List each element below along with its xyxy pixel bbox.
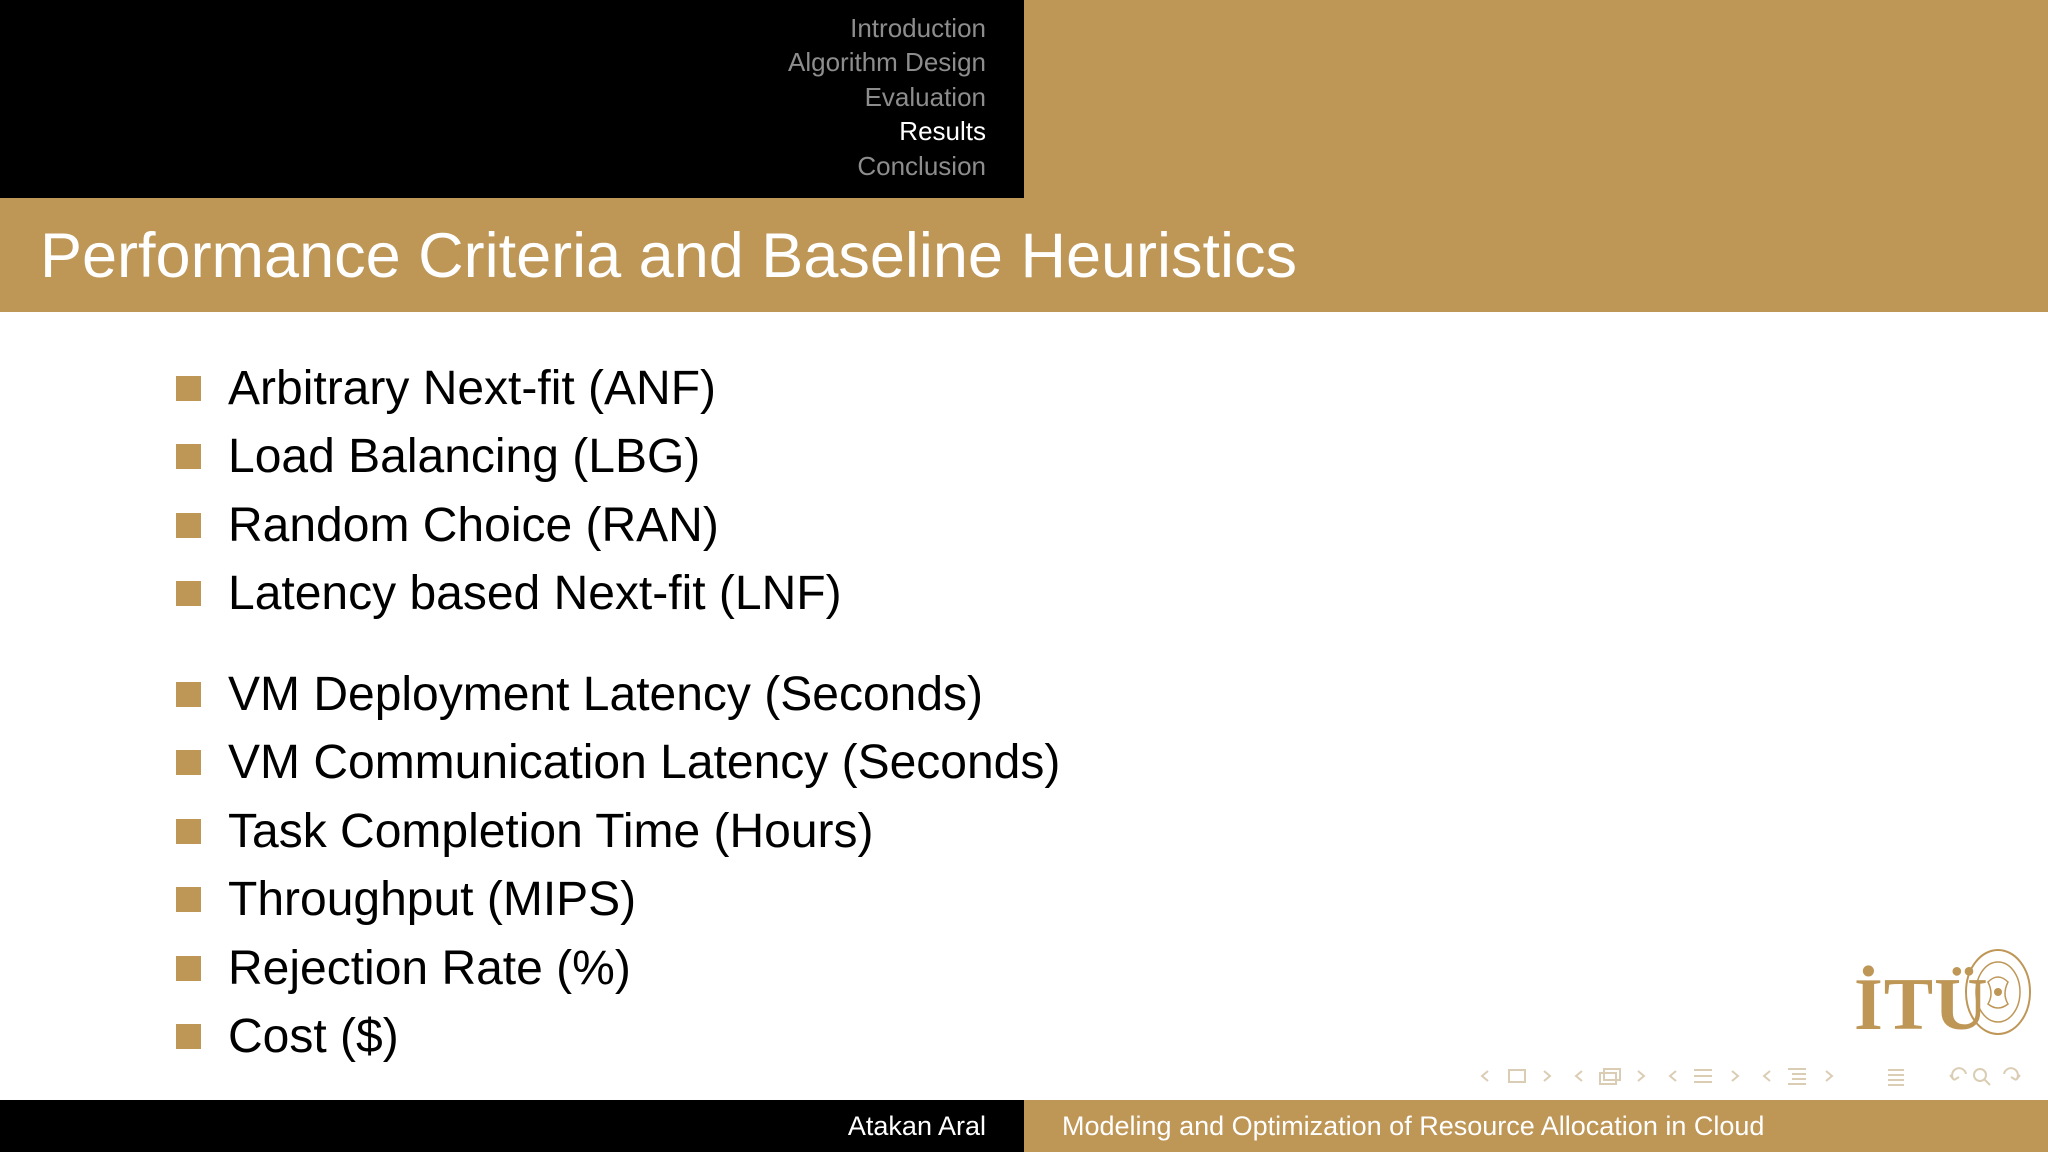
list-item xyxy=(176,354,1060,423)
list-item xyxy=(176,491,1060,560)
section-link-introduction[interactable]: Introduction xyxy=(850,13,986,43)
list-item xyxy=(176,729,1060,798)
footer-title: Modeling and Optimization of Resource Allocation in Cloud xyxy=(1062,1111,1765,1141)
list-item xyxy=(176,797,1060,866)
bullet-list xyxy=(176,354,1060,1071)
navigation-controls xyxy=(1476,1064,2036,1088)
header-right-panel xyxy=(1024,0,2048,198)
square-bullet-icon xyxy=(176,819,201,844)
toc-icon[interactable] xyxy=(1788,1069,1806,1084)
university-seal-icon xyxy=(1962,946,2034,1038)
list-item-text: Latency based Next-fit (LNF) xyxy=(228,567,842,621)
list-item-text: VM Communication Latency (Seconds) xyxy=(228,736,1061,790)
list-item xyxy=(176,560,1060,629)
arrow-right-icon[interactable] xyxy=(1826,1071,1832,1081)
itu-logo: İTÜ xyxy=(1854,964,1989,1046)
square-bullet-icon xyxy=(176,1024,201,1049)
square-bullet-icon xyxy=(176,513,201,538)
subsection-icon[interactable] xyxy=(1600,1069,1620,1084)
footer-left-panel xyxy=(0,1100,1024,1152)
list-item-text: Random Choice (RAN) xyxy=(228,498,719,552)
list-item xyxy=(176,866,1060,935)
list-item-text: Load Balancing (LBG) xyxy=(228,430,701,484)
square-bullet-icon xyxy=(176,444,201,469)
section-link-algorithm-design[interactable]: Algorithm Design xyxy=(788,47,986,78)
list-item-text: VM Deployment Latency (Seconds) xyxy=(228,667,984,721)
square-bullet-icon xyxy=(176,887,201,912)
square-bullet-icon xyxy=(176,581,201,606)
arrow-right-icon[interactable] xyxy=(1732,1071,1738,1081)
title-bar xyxy=(0,198,2048,312)
section-link-conclusion[interactable]: Conclusion xyxy=(857,150,986,181)
section-navigation xyxy=(788,11,986,183)
arrow-right-icon[interactable] xyxy=(1638,1071,1644,1081)
list-item xyxy=(176,1003,1060,1072)
square-bullet-icon xyxy=(176,750,201,775)
list-item-text: Rejection Rate (%) xyxy=(228,941,631,995)
search-icon[interactable] xyxy=(1974,1069,1990,1085)
footer-right-panel xyxy=(1024,1100,2048,1152)
square-bullet-icon xyxy=(176,682,201,707)
undo-icon[interactable] xyxy=(1950,1068,1966,1080)
arrow-left-icon[interactable] xyxy=(1576,1071,1582,1081)
footer-author: Atakan Aral xyxy=(847,1111,986,1141)
list-item xyxy=(176,423,1060,492)
square-bullet-icon xyxy=(176,956,201,981)
section-link-evaluation[interactable]: Evaluation xyxy=(864,81,986,112)
redo-icon[interactable] xyxy=(2004,1068,2020,1080)
slide-title: Performance Criteria and Baseline Heuristics xyxy=(40,221,1298,291)
section-link-results[interactable]: Results xyxy=(899,116,986,147)
header-left-panel xyxy=(0,0,1024,198)
list-item-text: Throughput (MIPS) xyxy=(228,873,637,927)
section-icon[interactable] xyxy=(1694,1070,1712,1082)
arrow-left-icon[interactable] xyxy=(1670,1071,1676,1081)
list-item-text: Cost ($) xyxy=(228,1010,399,1064)
navigation-symbols xyxy=(1476,1064,2036,1088)
arrow-left-icon[interactable] xyxy=(1482,1071,1488,1081)
list-item xyxy=(176,934,1060,1003)
list-item xyxy=(176,660,1060,729)
list-item-text: Task Completion Time (Hours) xyxy=(228,804,874,858)
frame-icon[interactable] xyxy=(1509,1070,1525,1082)
square-bullet-icon xyxy=(176,376,201,401)
menu-icon[interactable] xyxy=(1888,1070,1904,1085)
list-item-text: Arbitrary Next-fit (ANF) xyxy=(228,361,717,415)
arrow-left-icon[interactable] xyxy=(1764,1071,1770,1081)
arrow-right-icon[interactable] xyxy=(1544,1071,1550,1081)
